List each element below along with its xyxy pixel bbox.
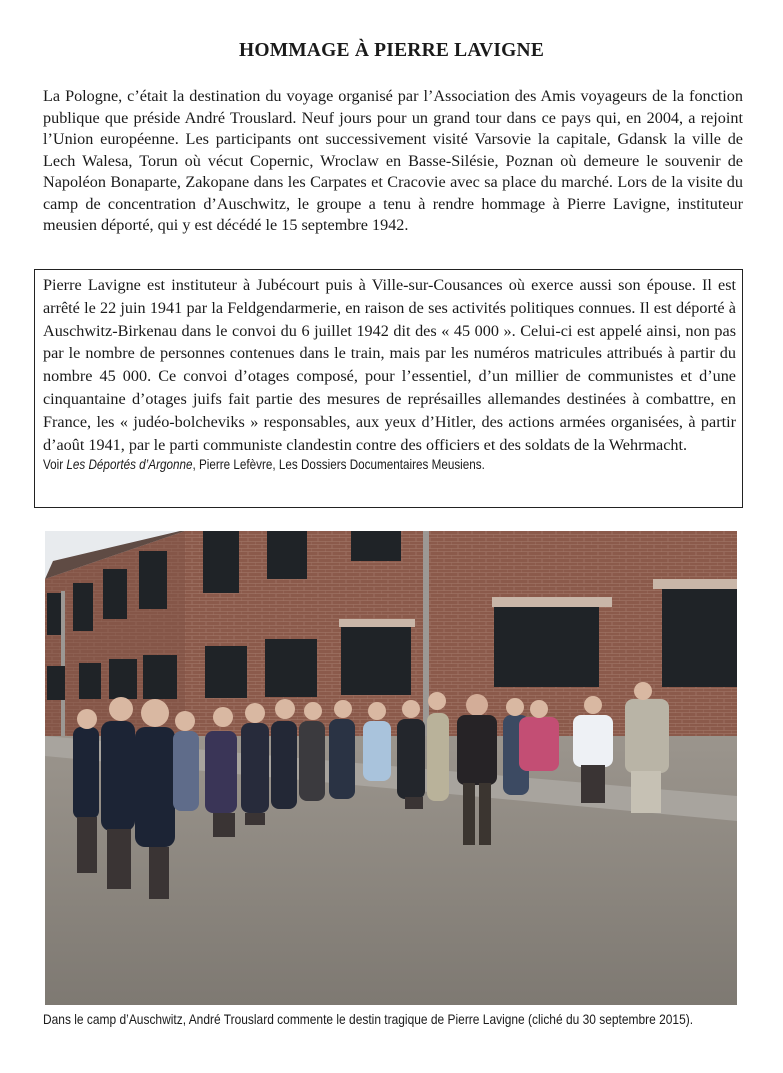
drain-pipe-left — [61, 591, 65, 736]
source-prefix: Voir — [43, 457, 67, 473]
source-book-title: Les Déportés d’Argonne — [66, 457, 193, 473]
page-title: HOMMAGE À PIERRE LAVIGNE — [238, 40, 545, 61]
source-details: , Pierre Lefèvre, Les Dossiers Documentaires Meusiens. — [192, 457, 485, 473]
source-reference — [43, 456, 639, 474]
photo-illustration — [45, 531, 737, 1005]
photo-caption: Dans le camp d’Auschwitz, André Trouslard commente le destin tragique de Pierre Lavigne (cliché du 30 septembre 2015). — [43, 1011, 694, 1027]
biography-text: Pierre Lavigne est instituteur à Jubécourt puis à Ville-sur-Cousances où exerce aussi son épouse. Il est arrêté le 22 juin 1941 par la Feldgendarmerie, en raison de ses activités politiques connues. Il est déporté à Auschwitz-Birkenau dans le convoi du 6 juillet 1942 dit des « 45 000 ». Celui-ci est appelé ainsi, non pas par le nombre de personnes contenues dans le train, mais par les numéros matricules attribués à partir du nombre 45 000. Ce convoi d’otages composé, pour l’essentiel, d’un millier de communistes et d’une cinquantaine d’otages juifs fait partie des mesures de représailles allemandes destinées à combattre, en France, les « judéo-bolcheviks » responsables, aux yeux d’Hitler, des actions armées organisées, à partir d’août 1941, par le parti communiste clandestin contre des officiers et des soldats de la Wehrmacht. — [43, 276, 736, 454]
biography-box — [34, 269, 743, 508]
intro-paragraph: La Pologne, c’était la destination du voyage organisé par l’Association des Amis voyageurs de la fonction publique que préside André Trouslard. Neuf jours pour un grand tour dans ce pays qui, en 2004, a rejoint l’Union européenne. Les participants ont successivement visité Varsovie la capitale, Gdansk la ville de Lech Walesa, Torun où vécut Copernic, Wroclaw en Basse-Silésie, Poznan où demeure le souvenir de Napoléon Bonaparte, Zakopane dans les Carpates et Cracovie avec sa place du marché. Lors de la visite du camp de concentration d’Auschwitz, le groupe a tenu à rendre hommage à Pierre Lavigne, instituteur meusien déporté, qui y est décédé le 15 septembre 1942. — [43, 87, 743, 234]
group-photo — [45, 531, 737, 1005]
